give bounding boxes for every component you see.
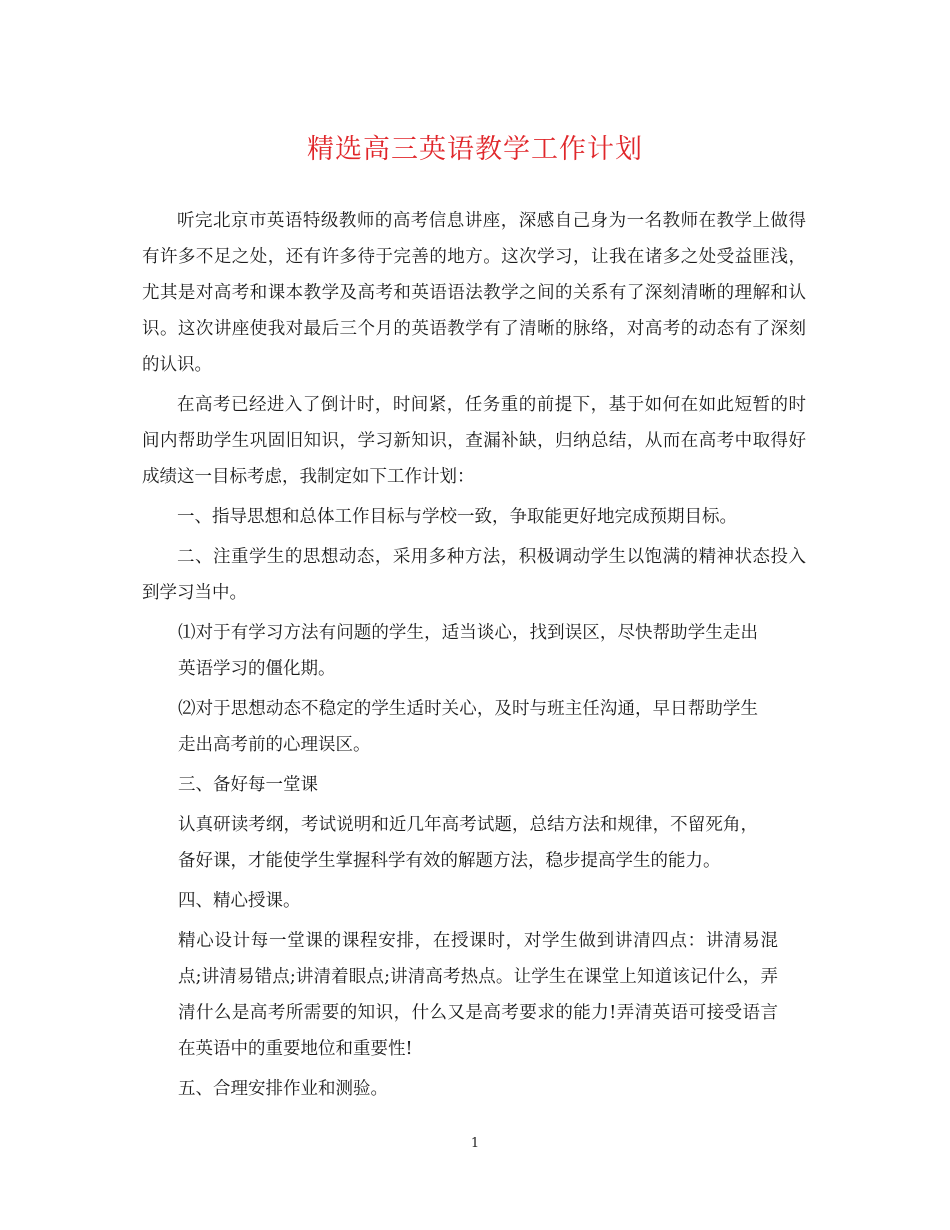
paragraph-section-2: 二、注重学生的思想动态，采用多种方法，积极调动学生以饱满的精神状态投入到学习当中。	[142, 547, 806, 603]
section-heading-5: 五、合理安排作业和测验。	[178, 1079, 388, 1099]
page-title: 精选高三英语教学工作计划	[307, 134, 643, 165]
section-heading-4: 四、精心授课。	[178, 891, 301, 911]
list-item-2: ⑵对于思想动态不稳定的学生适时关心，及时与班主任沟通，早日帮助学生走出高考前的心理误区。	[178, 699, 758, 755]
paragraph-context: 在高考已经进入了倒计时，时间紧，任务重的前提下，基于如何在如此短暂的时间内帮助学生巩固旧知识，学习新知识，查漏补缺，归纳总结，从而在高考中取得好成绩这一目标考虑，我制定如下工作计划：	[142, 395, 806, 487]
document-body	[142, 203, 806, 1111]
section-3-body: 认真研读考纲，考试说明和近几年高考试题，总结方法和规律，不留死角，备好课，才能使学生掌握科学有效的解题方法，稳步提高学生的能力。	[178, 815, 758, 871]
section-4-body: 精心设计每一堂课的课程安排，在授课时，对学生做到讲清四点：讲清易混点;讲清易错点;讲清着眼点;讲清高考热点。让学生在课堂上知道该记什么，弄清什么是高考所需要的知识，什么又是高考要求的能力!弄清英语可接受语言在英语中的重要地位和重要性!	[178, 931, 778, 1059]
list-item-1: ⑴对于有学习方法有问题的学生，适当谈心，找到误区，尽快帮助学生走出英语学习的僵化期。	[178, 623, 758, 679]
paragraph-section-1: 一、指导思想和总体工作目标与学校一致，争取能更好地完成预期目标。	[177, 507, 737, 527]
section-heading-3: 三、备好每一堂课	[178, 775, 318, 795]
page-number: 1	[470, 1136, 480, 1151]
paragraph-intro: 听完北京市英语特级教师的高考信息讲座，深感自己身为一名教师在教学上做得有许多不足之处，还有许多待于完善的地方。这次学习，让我在诸多之处受益匪浅，尤其是对高考和课本教学及高考和英语语法教学之间的关系有了深刻清晰的理解和认识。这次讲座使我对最后三个月的英语教学有了清晰的脉络，对高考的动态有了深刻的认识。	[142, 211, 806, 375]
